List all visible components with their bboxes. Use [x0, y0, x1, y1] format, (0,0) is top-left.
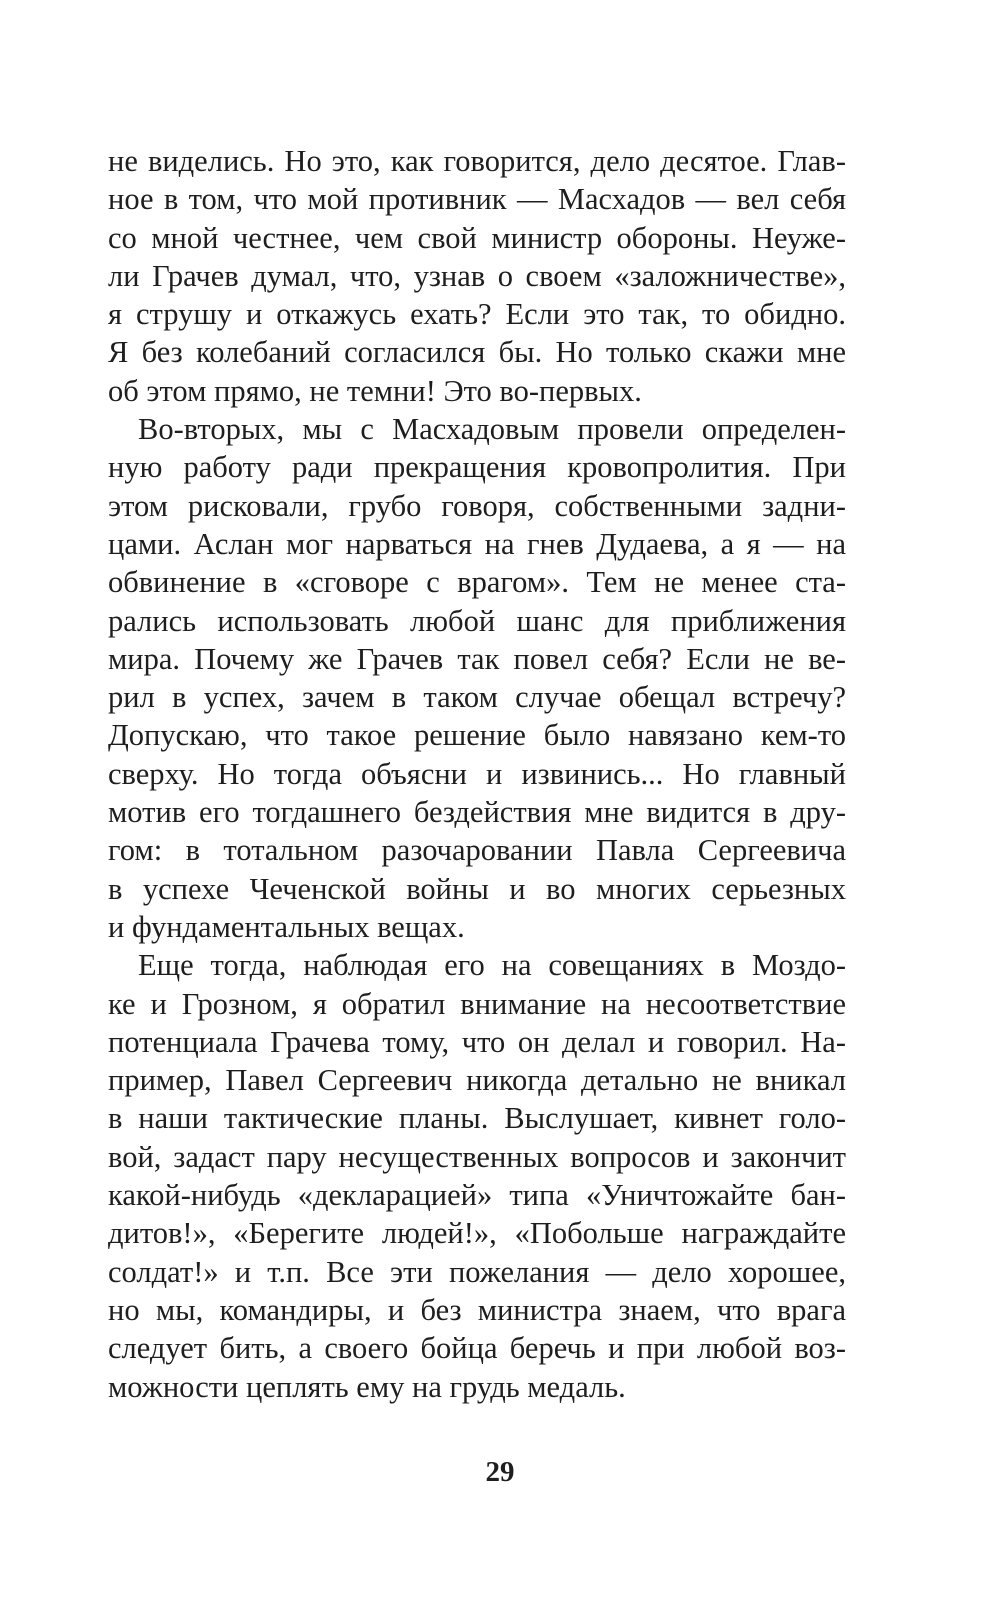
text-line: ную работу ради прекращения кровопролития. При — [108, 450, 846, 485]
body-text — [108, 142, 846, 1406]
text-line: но мы, командиры, и без министра знаем, что врага — [108, 1292, 846, 1327]
text-line: ли Грачев думал, что, узнав о своем «заложничестве», — [108, 258, 846, 293]
text-line: в успехе Чеченской войны и во многих серьезных — [108, 871, 846, 906]
text-line: цами. Аслан мог нарваться на гнев Дудаева, а я — на — [108, 526, 846, 561]
text-line: дитов!», «Берегите людей!», «Побольше награждайте — [108, 1216, 846, 1251]
text-line: потенциала Грачева тому, что он делал и говорил. На- — [108, 1024, 846, 1059]
text-line: вой, задаст пару несущественных вопросов и закончит — [108, 1139, 846, 1174]
text-line: солдат!» и т.п. Все эти пожелания — дело хорошее, — [108, 1254, 846, 1289]
text-line: я струшу и откажусь ехать? Если это так, то обидно. — [108, 297, 846, 332]
text-line: пример, Павел Сергеевич никогда детально не вникал — [108, 1063, 846, 1098]
text-line: Допускаю, что такое решение было навязано кем-то — [108, 718, 846, 753]
text-line: рил в успех, зачем в таком случае обещал встречу? — [108, 680, 846, 715]
page-number: 29 — [485, 1456, 515, 1488]
text-line: ке и Грозном, я обратил внимание на несоответствие — [108, 986, 846, 1021]
text-line: в наши тактические планы. Выслушает, кивнет голо- — [108, 1101, 846, 1136]
text-line: Еще тогда, наблюдая его на совещаниях в Моздо- — [138, 948, 846, 983]
text-line: ное в том, что мой противник — Масхадов — вел себя — [108, 182, 846, 217]
text-line: и фундаментальных вещах. — [108, 909, 465, 944]
text-line: гом: в тотальном разочаровании Павла Сергеевича — [108, 833, 846, 868]
text-line: об этом прямо, не темни! Это во-первых. — [108, 373, 642, 408]
text-line: обвинение в «сговоре с врагом». Тем не менее ста- — [108, 565, 846, 600]
text-line: не виделись. Но это, как говорится, дело десятое. Глав- — [108, 144, 846, 178]
text-line: рались использовать любой шанс для приближения — [108, 603, 846, 638]
text-line: со мной честнее, чем свой министр обороны. Неуже- — [108, 220, 846, 255]
text-line: Я без колебаний согласился бы. Но только скажи мне — [108, 335, 846, 370]
text-line: мира. Почему же Грачев так повел себя? Если не ве- — [108, 641, 846, 676]
text-line: сверху. Но тогда объясни и извинись... Но главный — [108, 756, 846, 791]
text-line: этом рисковали, грубо говоря, собственными задни- — [108, 488, 846, 523]
text-line: можности цеплять ему на грудь медаль. — [108, 1369, 626, 1404]
text-line: Во-вторых, мы с Масхадовым провели определен- — [138, 412, 846, 447]
text-line: мотив его тогдашнего бездействия мне видится в дру- — [108, 795, 846, 830]
text-line: какой-нибудь «декларацией» типа «Уничтожайте бан- — [108, 1178, 846, 1213]
text-line: следует бить, а своего бойца беречь и при любой воз- — [108, 1331, 846, 1366]
